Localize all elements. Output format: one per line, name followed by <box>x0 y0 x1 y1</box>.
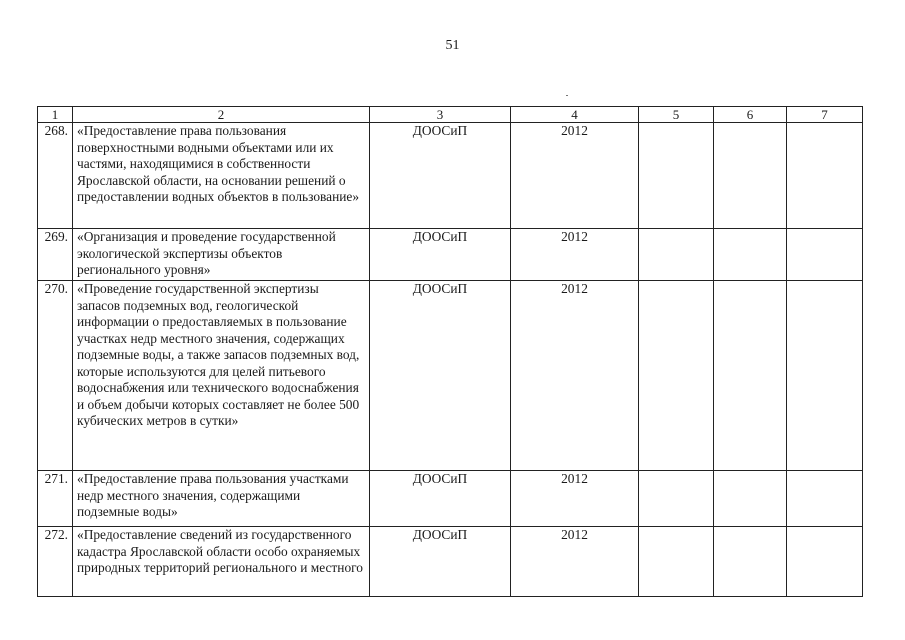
row-number: 268. <box>38 123 73 229</box>
row-number: 271. <box>38 471 73 527</box>
row-col-5 <box>639 471 714 527</box>
header-col-6: 6 <box>714 107 787 123</box>
row-col-7 <box>787 229 863 281</box>
table-row <box>38 527 863 597</box>
row-col-6 <box>714 281 787 471</box>
row-col-6 <box>714 123 787 229</box>
row-year: 2012 <box>511 123 639 229</box>
header-col-1: 1 <box>38 107 73 123</box>
table-row <box>38 471 863 527</box>
row-number: 272. <box>38 527 73 597</box>
row-service-name: «Предоставление права пользования участками недр местного значения, содержащими подземные воды» <box>73 471 370 527</box>
header-col-2: 2 <box>73 107 370 123</box>
row-col-7 <box>787 281 863 471</box>
row-executor: ДООСиП <box>370 229 511 281</box>
row-executor: ДООСиП <box>370 281 511 471</box>
row-year: 2012 <box>511 281 639 471</box>
row-service-name: «Предоставление сведений из государственного кадастра Ярославской области особо охраняемых природных территорий регионального и местного <box>73 527 370 597</box>
header-col-5: 5 <box>639 107 714 123</box>
header-col-7: 7 <box>787 107 863 123</box>
row-col-6 <box>714 527 787 597</box>
header-col-4: 4 <box>511 107 639 123</box>
row-col-5 <box>639 527 714 597</box>
row-col-7 <box>787 527 863 597</box>
header-row <box>38 107 863 123</box>
table-row <box>38 281 863 471</box>
row-service-name: «Проведение государственной экспертизы запасов подземных вод, геологической информации о предоставляемых в пользование участках недр местного значения, содержащих подземные воды, а также запасов подземных вод, которые используются для целей питьевого водоснабжения или технического водоснабжения и объем добычи которых составляет не более 500 кубических метров в сутки» <box>73 281 370 471</box>
row-executor: ДООСиП <box>370 471 511 527</box>
row-service-name: «Организация и проведение государственной экологической экспертизы объектов регионального уровня» <box>73 229 370 281</box>
page-number: 51 <box>445 38 460 53</box>
header-col-3: 3 <box>370 107 511 123</box>
row-number: 270. <box>38 281 73 471</box>
scan-speck <box>566 95 568 96</box>
row-executor: ДООСиП <box>370 123 511 229</box>
row-col-6 <box>714 229 787 281</box>
row-year: 2012 <box>511 229 639 281</box>
row-number: 269. <box>38 229 73 281</box>
row-col-7 <box>787 123 863 229</box>
row-executor: ДООСиП <box>370 527 511 597</box>
row-year: 2012 <box>511 471 639 527</box>
table-row <box>38 123 863 229</box>
row-col-5 <box>639 123 714 229</box>
table-row <box>38 229 863 281</box>
row-year: 2012 <box>511 527 639 597</box>
row-col-5 <box>639 281 714 471</box>
services-table <box>37 106 863 597</box>
row-col-6 <box>714 471 787 527</box>
row-col-7 <box>787 471 863 527</box>
row-col-5 <box>639 229 714 281</box>
row-service-name: «Предоставление права пользования поверхностными водными объектами или их частями, находящимися в собственности Ярославской области, на основании решений о предоставлении водных объектов в пользование» <box>73 123 370 229</box>
